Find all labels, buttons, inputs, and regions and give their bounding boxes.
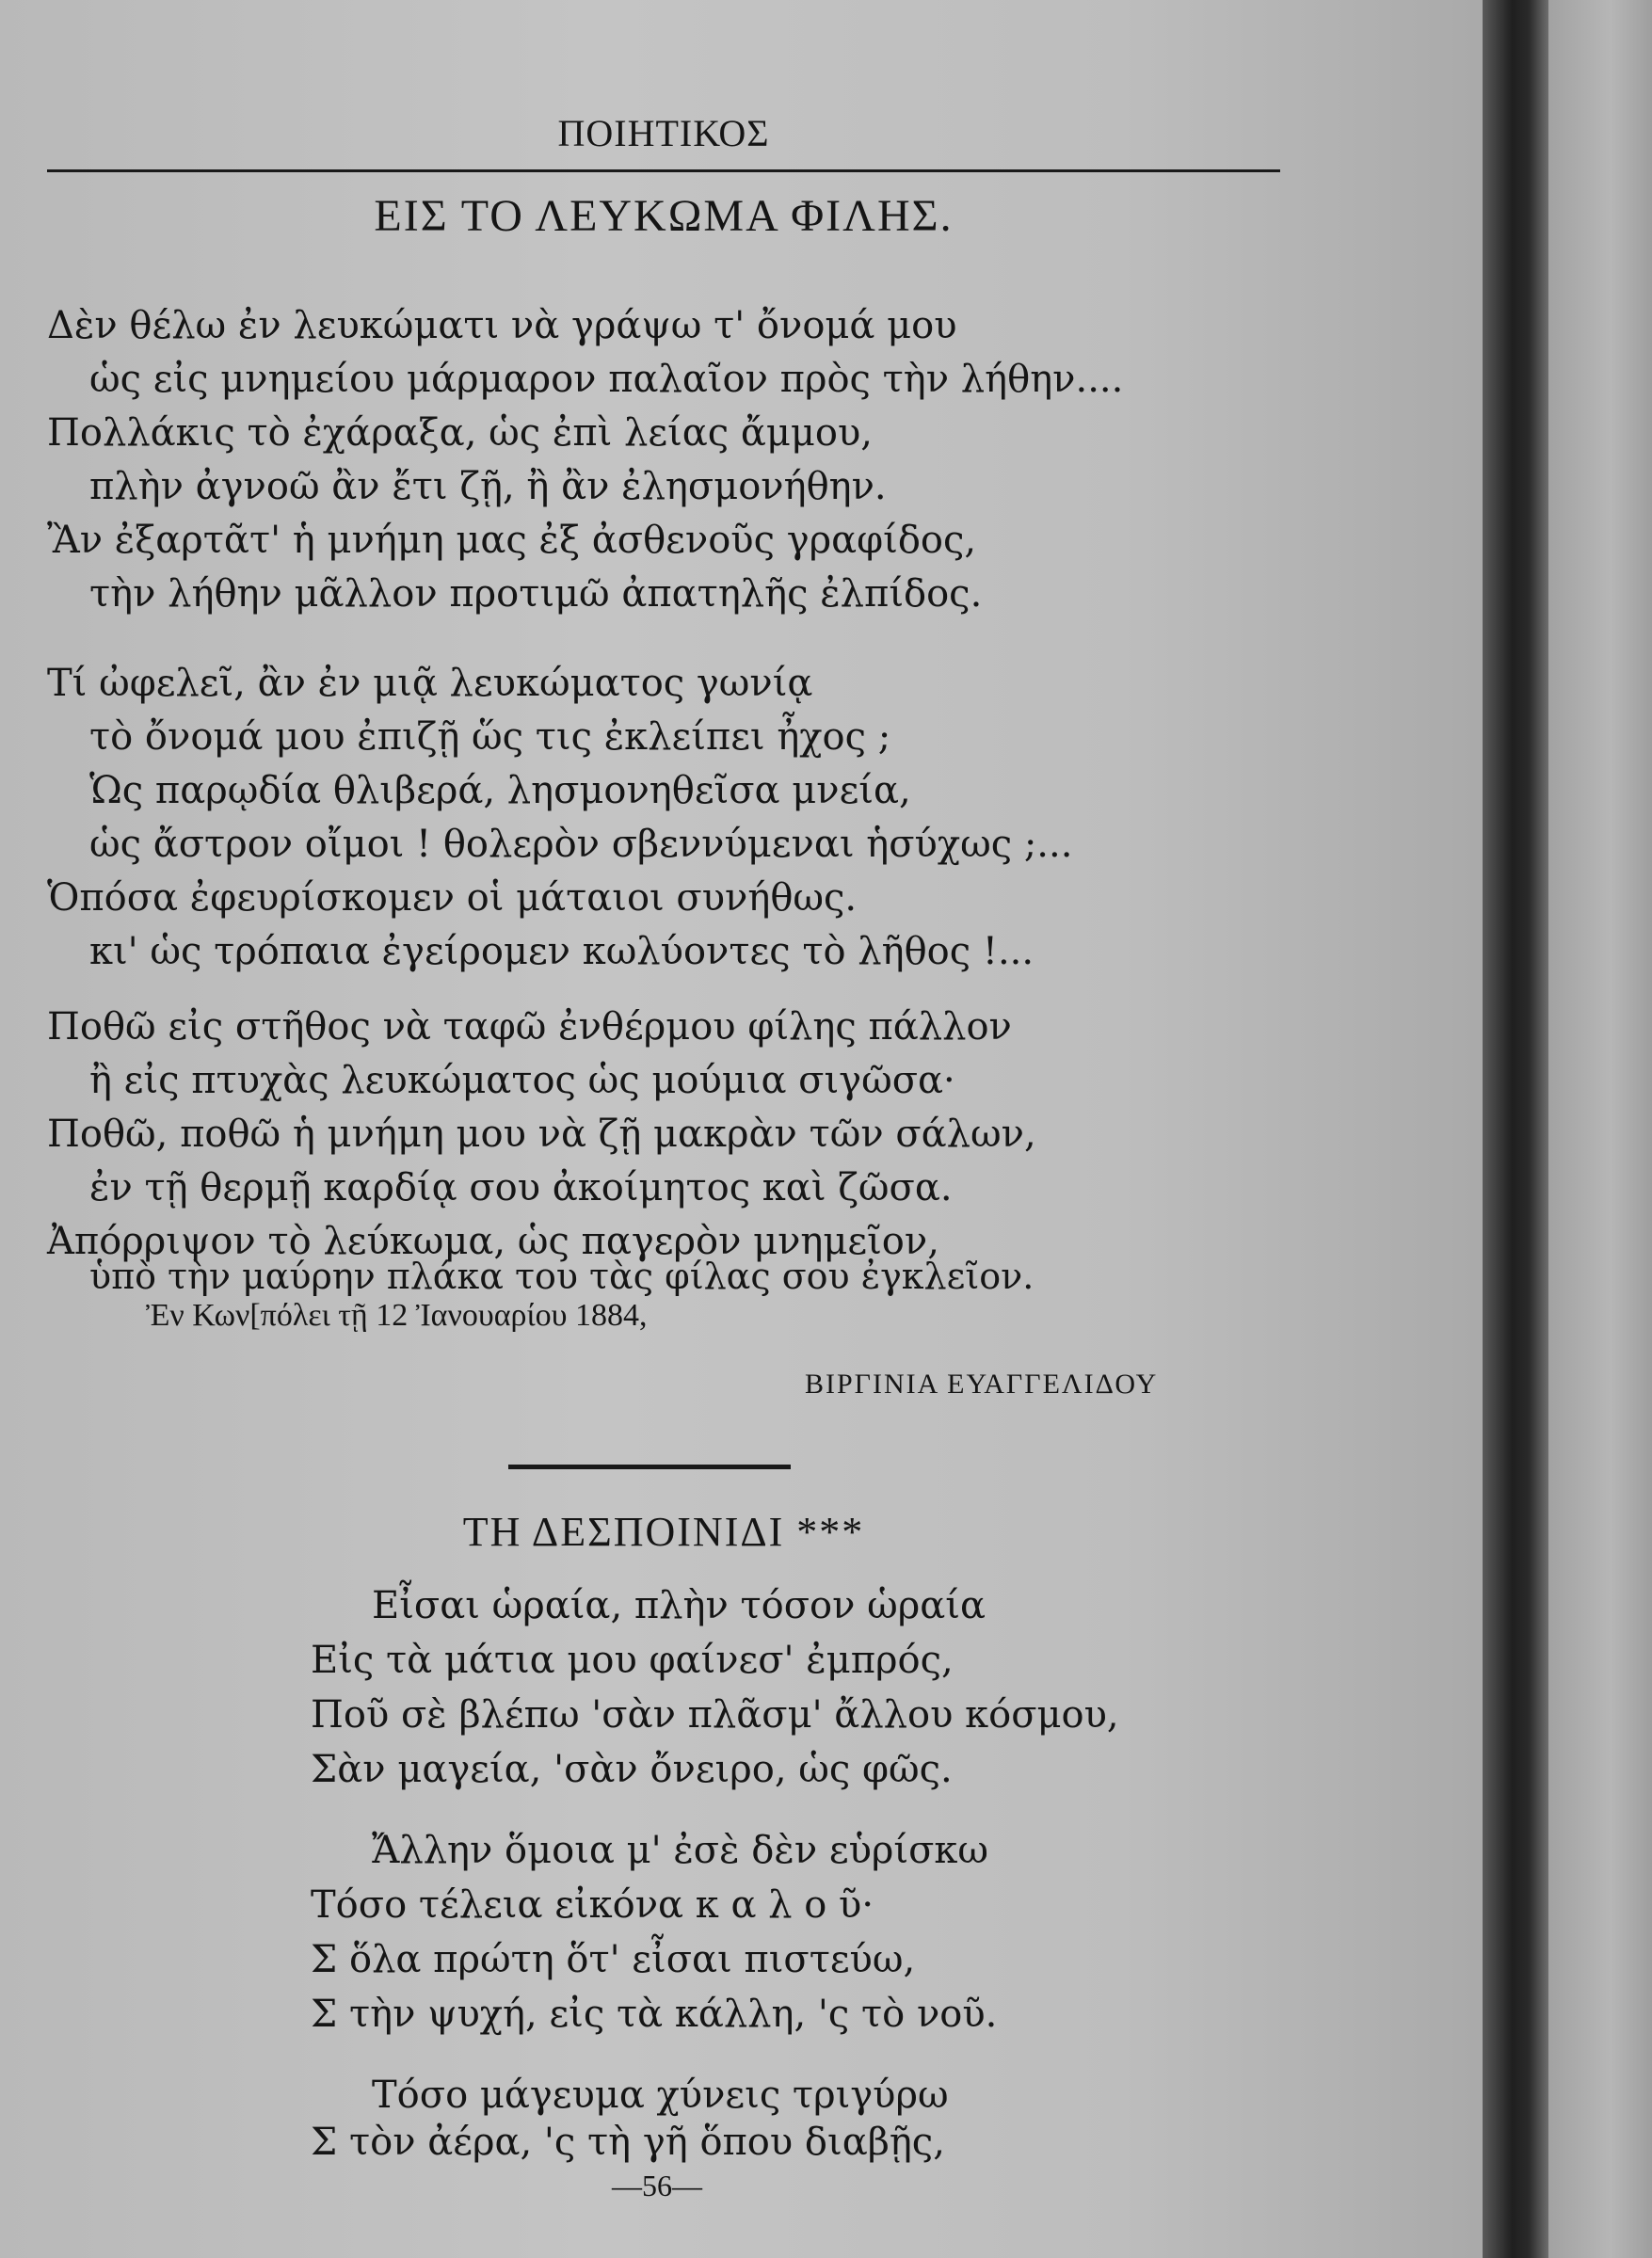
running-head: ΠΟΙΗΤΙΚΟΣ <box>47 105 1280 172</box>
poem-line: Σ ὅλα πρώτη ὅτ' εἶσαι πιστεύω, <box>311 1938 916 1981</box>
poem-line: ὡς εἰς μνημείου μάρμαρον παλαῖον πρὸς τὴν λήθην.... <box>89 358 1124 401</box>
poem-line: πλὴν ἀγνοῶ ἂν ἔτι ζῇ, ἢ ἂν ἐλησμονήθην. <box>89 465 887 508</box>
poem-line: Εἰς τὰ μάτια μου φαίνεσ' ἐμπρός, <box>311 1639 954 1682</box>
poem-title: ΕΙΣ ΤΟ ΛΕΥΚΩΜΑ ΦΙΛΗΣ. <box>374 191 954 241</box>
poem-line: Ὁπόσα ἐφευρίσκομεν οἱ μάταιοι συνήθως. <box>47 876 858 920</box>
poem-line: Πολλάκις τὸ ἐχάραξα, ὡς ἐπὶ λείας ἄμμου, <box>47 411 874 455</box>
section-divider <box>508 1465 791 1469</box>
poem-line: Σ τὴν ψυχή, εἰς τὰ κάλλη, 'ς τὸ νοῦ. <box>311 1993 998 2036</box>
poem-line: Ἂν ἐξαρτᾶτ' ἡ μνήμη μας ἐξ ἀσθενοῦς γραφίδος, <box>47 519 977 562</box>
poem-line: Τόσο μάγευμα χύνεις τριγύρω <box>372 2074 949 2117</box>
poem-line: Τόσο τέλεια εἰκόνα κ α λ ο ῦ· <box>311 1883 874 1927</box>
poem-line: ἐν τῇ θερμῇ καρδίᾳ σου ἀκοίμητος καὶ ζῶσα. <box>89 1166 953 1209</box>
poem-line: τὸ ὄνομά μου ἐπιζῇ ὥς τις ἐκλείπει ἦχος ; <box>89 715 891 759</box>
poem-line: Ἀπόρριψον τὸ λεύκωμα, ὡς παγερὸν μνημεῖον, <box>47 1220 939 1263</box>
poem-line: Δὲν θέλω ἐν λευκώματι νὰ γράψω τ' ὄνομά μου <box>47 304 957 347</box>
poem-line: Τί ὠφελεῖ, ἂν ἐν μιᾷ λευκώματος γωνίᾳ <box>47 662 813 705</box>
poem-line: Σ τὸν ἀέρα, 'ς τὴ γῆ ὅπου διαβῇς, <box>311 2121 945 2164</box>
book-gutter <box>1483 0 1548 2258</box>
poem-line: Ποθῶ, ποθῶ ἡ μνήμη μου νὰ ζῇ μακρὰν τῶν σάλων, <box>47 1113 1036 1156</box>
poem-line: τὴν λήθην μᾶλλον προτιμῶ ἀπατηλῆς ἐλπίδος. <box>89 572 983 616</box>
poem-line: Ἄλλην ὅμοια μ' ἐσὲ δὲν εὑρίσκω <box>372 1829 989 1872</box>
author-signature: ΒΙΡΓΙΝΙΑ ΕΥΑΓΓΕΛΙΔΟΥ <box>805 1369 1159 1400</box>
poem-line: Ποῦ σὲ βλέπω 'σὰν πλᾶσμ' ἄλλου κόσμου, <box>311 1693 1119 1737</box>
facing-page-edge <box>1548 0 1652 2258</box>
poem-line: Ὡς παρῳδία θλιβερά, λησμονηθεῖσα μνεία, <box>89 769 911 812</box>
poem-line: Σὰν μαγεία, 'σὰν ὄνειρο, ὡς φῶς. <box>311 1748 953 1791</box>
dateline: Ἐν Κων[πόλει τῇ 12 Ἰανουαρίου 1884, <box>146 1298 648 1333</box>
poem-line: κι' ὡς τρόπαια ἐγείρομεν κωλύοντες τὸ λῆθος !... <box>89 930 1035 973</box>
poem-line: Εἶσαι ὡραία, πλὴν τόσον ὡραία <box>372 1584 986 1627</box>
poem-line: ὡς ἄστρον οἴμοι ! θολερὸν σβεννύμεναι ἡσύχως ;... <box>89 823 1073 866</box>
poem-title: ΤΗ ΔΕΣΠΟΙΝΙΔΙ *** <box>462 1509 865 1555</box>
poem-line: Ποθῶ εἰς στῆθος νὰ ταφῶ ἐνθέρμου φίλης πάλλον <box>47 1005 1012 1049</box>
page-number: —56— <box>612 2169 702 2202</box>
poem-line: ὑπὸ τὴν μαύρην πλάκα του τὰς φίλας σου ἐγκλεῖον. <box>89 1256 1035 1297</box>
poem-line: ἢ εἰς πτυχὰς λευκώματος ὡς μούμια σιγῶσα· <box>89 1059 955 1102</box>
